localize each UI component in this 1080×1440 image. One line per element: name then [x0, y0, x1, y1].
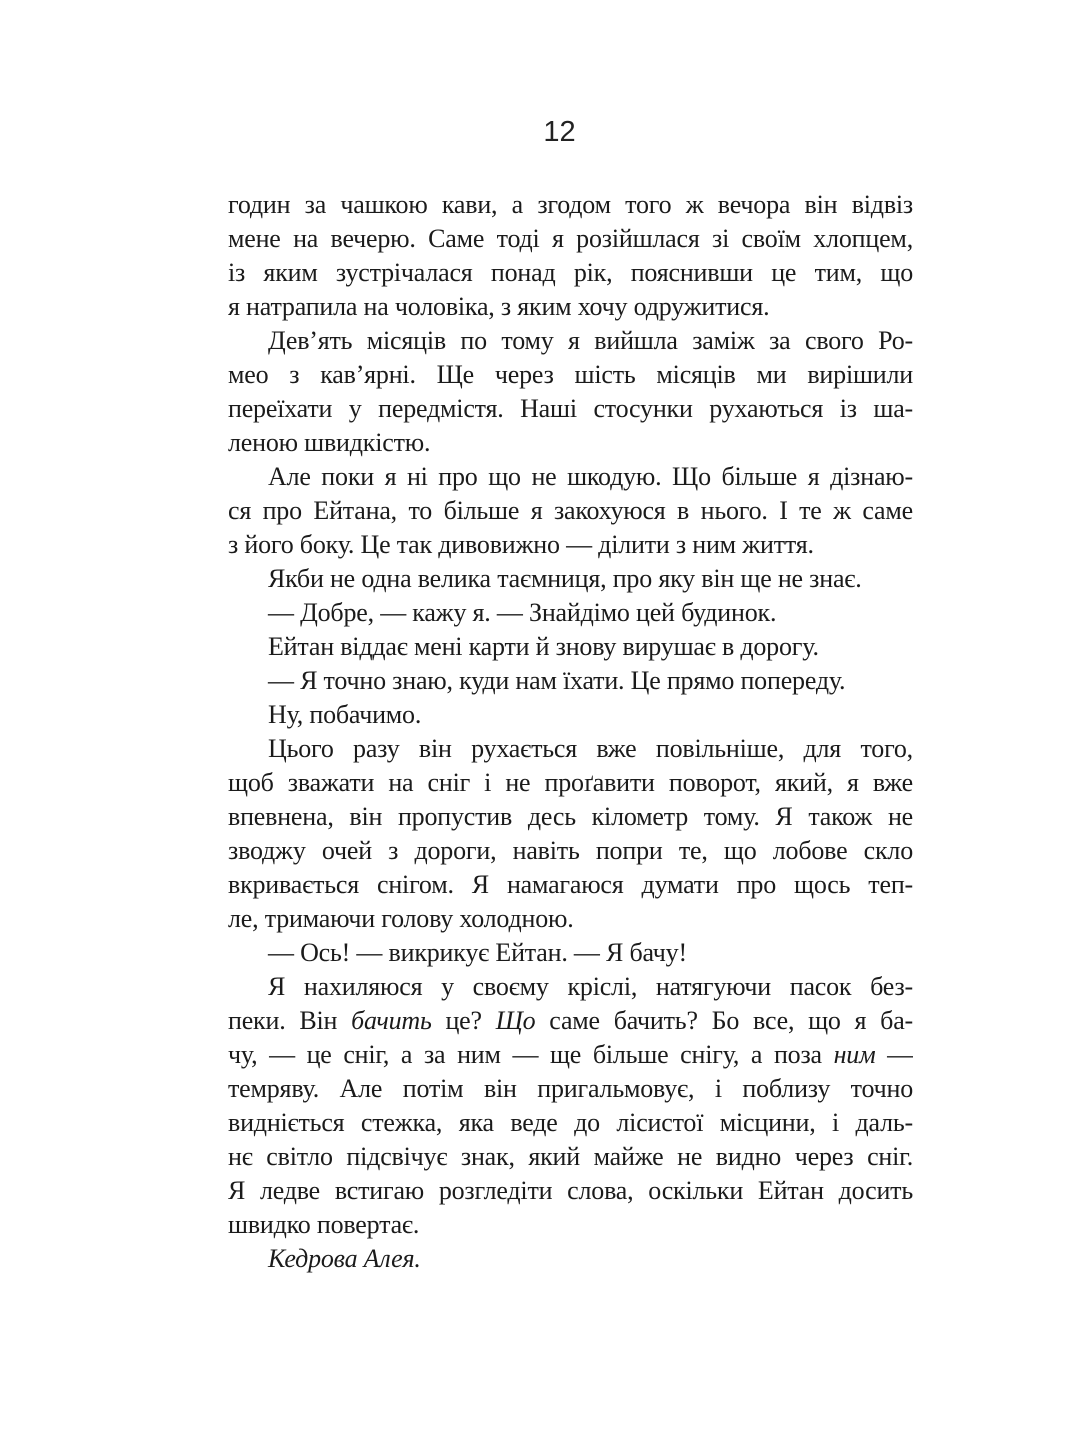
text-line [228, 732, 913, 766]
page-text [228, 188, 913, 1276]
text-line [228, 460, 913, 494]
italic-text-segment: ним [833, 1040, 876, 1069]
text-segment: Ну, побачимо. [268, 700, 422, 729]
text-segment: Я ледве встигаю розгледіти слова, оскільки Ейтан досить [228, 1176, 913, 1205]
text-segment: темряву. Але потім він пригальмовує, і поблизу точно [228, 1074, 913, 1103]
text-line [228, 698, 913, 732]
text-line [228, 256, 913, 290]
text-segment: пеки. Він [228, 1006, 352, 1035]
text-segment: леною швидкістю. [228, 428, 431, 457]
text-segment: — [875, 1040, 913, 1069]
italic-text-segment: Що [495, 1006, 536, 1035]
text-segment: переїхати у передмістя. Наші стосунки рухаються із ша- [228, 394, 913, 423]
text-segment: саме бачить? Бо все, що я ба- [535, 1006, 913, 1035]
text-line [228, 868, 913, 902]
text-segment: Я нахиляюся у своєму кріслі, натягуючи пасок без- [268, 972, 913, 1001]
text-segment: впевнена, він пропустив десь кілометр тому. Я також не [228, 802, 913, 831]
text-segment: Якби не одна велика таємниця, про яку він ще не знає. [268, 564, 862, 593]
italic-text-segment: Кедрова Алея. [268, 1244, 421, 1273]
text-line [228, 324, 913, 358]
text-line [228, 1242, 913, 1276]
text-line [228, 630, 913, 664]
text-line [228, 188, 913, 222]
text-segment: вкривається снігом. Я намагаюся думати про щось теп- [228, 870, 913, 899]
text-segment: ле, тримаючи голову холодною. [228, 904, 574, 933]
text-segment: годин за чашкою кави, а згодом того ж вечора він відвіз [228, 190, 913, 219]
text-line [228, 596, 913, 630]
text-segment: Дев’ять місяців по тому я вийшла заміж за свого Ро- [268, 326, 913, 355]
text-segment: я натрапила на чоловіка, з яким хочу одружитися. [228, 292, 770, 321]
text-line [228, 1208, 913, 1242]
text-line [228, 766, 913, 800]
text-segment: із яким зустрічалася понад рік, пояснивши це тим, що [228, 258, 913, 287]
text-segment: — Я точно знаю, куди нам їхати. Це прямо попереду. [268, 666, 846, 695]
text-line [228, 494, 913, 528]
text-line [228, 902, 913, 936]
text-segment: з його боку. Це так дивовижно — ділити з ним життя. [228, 530, 814, 559]
text-line [228, 426, 913, 460]
text-line [228, 1106, 913, 1140]
text-line [228, 970, 913, 1004]
text-segment: чу, — це сніг, а за ним — ще більше снігу, а поза [228, 1040, 834, 1069]
text-line [228, 936, 913, 970]
text-segment: це? [431, 1006, 496, 1035]
page-number: 12 [543, 116, 576, 148]
text-line [228, 664, 913, 698]
text-line [228, 358, 913, 392]
text-segment: ся про Ейтана, то більше я закохуюся в нього. І те ж саме [228, 496, 913, 525]
text-line [228, 1140, 913, 1174]
text-segment: — Ось! — викрикує Ейтан. — Я бачу! [268, 938, 687, 967]
text-segment: Цього разу він рухається вже повільніше, для того, [268, 734, 913, 763]
text-segment: — Добре, — кажу я. — Знайдімо цей будинок. [268, 598, 777, 627]
text-line [228, 1174, 913, 1208]
text-segment: щоб зважати на сніг і не проґавити поворот, який, я вже [228, 768, 913, 797]
text-line [228, 834, 913, 868]
text-line [228, 800, 913, 834]
text-segment: видніється стежка, яка веде до лісистої місцини, і даль- [228, 1108, 913, 1137]
text-segment: Але поки я ні про що не шкодую. Що більше я дізнаю- [268, 462, 913, 491]
text-line [228, 528, 913, 562]
text-line [228, 392, 913, 426]
text-line [228, 1038, 913, 1072]
text-segment: Ейтан віддає мені карти й знову вирушає в дорогу. [268, 632, 819, 661]
text-segment: зводжу очей з дороги, навіть попри те, що лобове скло [228, 836, 913, 865]
text-line [228, 1004, 913, 1038]
text-segment: нє світло підсвічує знак, який майже не видно через сніг. [228, 1142, 913, 1171]
text-segment: мео з кав’ярні. Ще через шість місяців ми вирішили [228, 360, 913, 389]
text-line [228, 562, 913, 596]
text-segment: швидко повертає. [228, 1210, 420, 1239]
italic-text-segment: бачить [351, 1006, 432, 1035]
text-line [228, 1072, 913, 1106]
text-line [228, 222, 913, 256]
text-segment: мене на вечерю. Саме тоді я розійшлася зі своїм хлопцем, [228, 224, 913, 253]
text-line [228, 290, 913, 324]
